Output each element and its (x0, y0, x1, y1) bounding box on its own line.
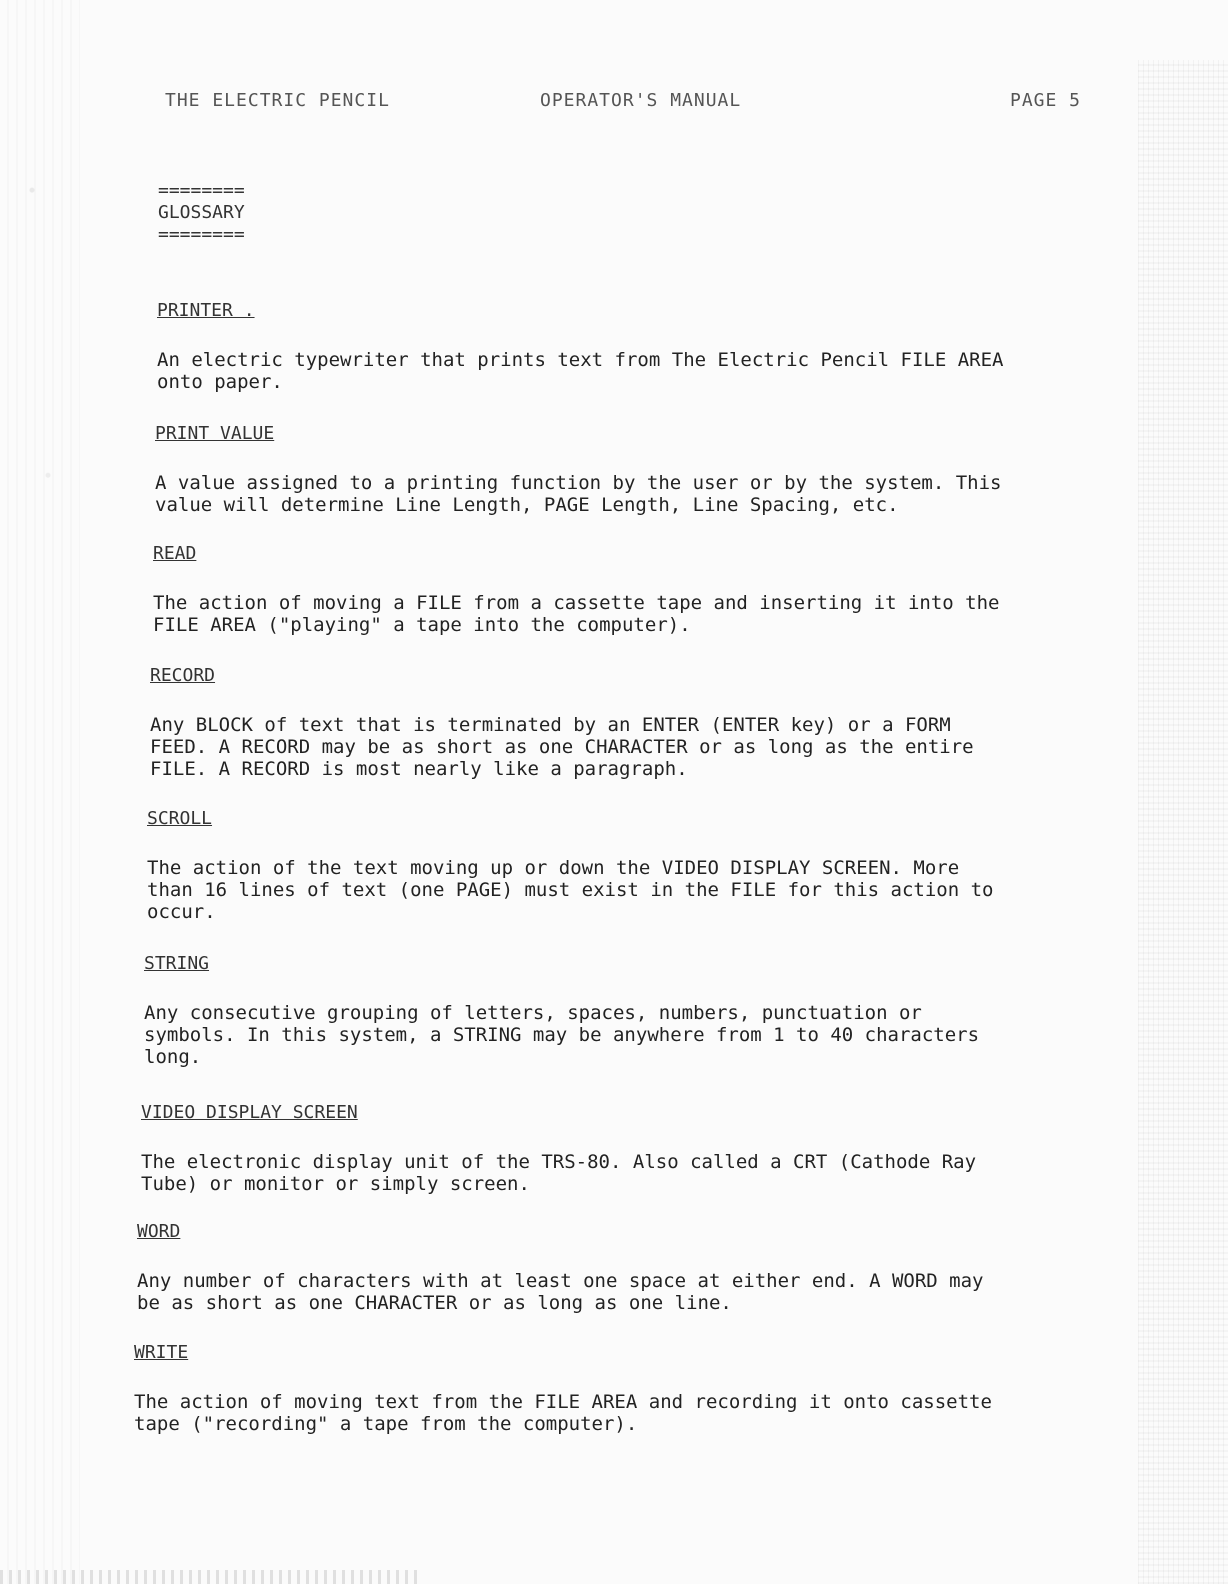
rule-top: ======== (158, 180, 245, 201)
glossary-entry-printer (157, 300, 1117, 393)
header-title: THE ELECTRIC PENCIL (165, 90, 390, 111)
entry-term: SCROLL (147, 808, 213, 829)
scan-noise-left (0, 0, 80, 1584)
entry-definition: The action of moving text from the FILE AREA and recording it onto cassette tape ("recording" a tape from the computer). (134, 1391, 992, 1435)
entry-definition: The action of the text moving up or down the VIDEO DISPLAY SCREEN. More than 16 lines of text (one PAGE) must exist in the FILE for this action to occur. (147, 857, 994, 923)
entry-definition: Any consecutive grouping of letters, spaces, numbers, punctuation or symbols. In this system, a STRING may be anywhere from 1 to 40 characters long. (144, 1002, 980, 1068)
entry-term: PRINT VALUE (155, 423, 275, 444)
entry-definition: Any number of characters with at least one space at either end. A WORD may be as short as one CHARACTER or as long as one line. (137, 1270, 984, 1314)
entry-term: PRINTER . (157, 300, 255, 321)
entry-definition: The electronic display unit of the TRS-80. Also called a CRT (Cathode Ray Tube) or monitor or simply screen. (141, 1151, 977, 1195)
scan-noise-bottom (0, 1570, 420, 1584)
entry-term: VIDEO DISPLAY SCREEN (141, 1102, 358, 1123)
section-title: GLOSSARY (158, 202, 245, 223)
rule-bottom: ======== (158, 224, 245, 245)
entry-term: STRING (144, 953, 210, 974)
page-number: PAGE 5 (1010, 90, 1082, 111)
glossary-entry-scroll (147, 808, 1107, 923)
entry-term: WRITE (134, 1342, 189, 1363)
glossary-entry-record (150, 665, 1110, 780)
scan-noise-right (1138, 60, 1228, 1584)
entry-definition: An electric typewriter that prints text from The Electric Pencil FILE AREA onto paper. (157, 349, 1004, 393)
entry-term: RECORD (150, 665, 216, 686)
entry-term: WORD (137, 1221, 181, 1242)
glossary-entry-write (134, 1342, 1094, 1435)
header-manual: OPERATOR'S MANUAL (540, 90, 742, 111)
entry-definition: A value assigned to a printing function by the user or by the system. This value will determine Line Length, PAGE Length, Line Spacing, etc. (155, 472, 1002, 516)
glossary-entry-read (153, 543, 1113, 636)
section-heading (158, 180, 245, 246)
entry-term: READ (153, 543, 197, 564)
glossary-entry-print-value (155, 423, 1115, 516)
glossary-entry-video-display-screen (141, 1102, 1101, 1195)
glossary-entry-word (137, 1221, 1097, 1314)
glossary-entry-string (144, 953, 1104, 1068)
entry-definition: The action of moving a FILE from a cassette tape and inserting it into the FILE AREA ("playing" a tape into the computer). (153, 592, 1000, 636)
entry-definition: Any BLOCK of text that is terminated by an ENTER (ENTER key) or a FORM FEED. A RECORD may be as short as one CHARACTER or as long as the entire FILE. A RECORD is most nearly like a paragraph. (150, 714, 974, 780)
